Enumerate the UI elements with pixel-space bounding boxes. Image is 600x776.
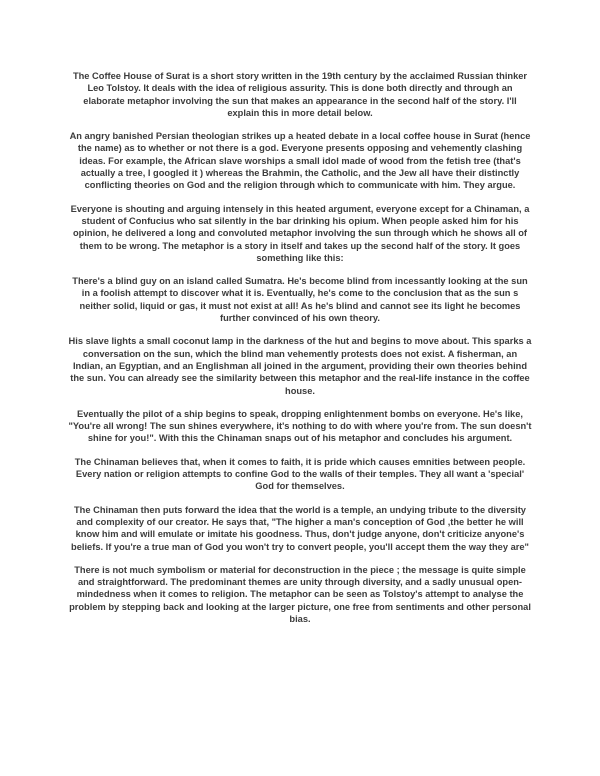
paragraph-intro: The Coffee House of Surat is a short story written in the 19th century by the acclaimed Russian thinker Leo Tolstoy. It deals with the idea of religious assurity. This is done both directly and through an elaborate metaphor involving the sun that makes an appearance in the second half of the story. I'll explain this in more detail below. [72,71,528,118]
paragraph-blind-man: There's a blind guy on an island called Sumatra. He's become blind from incessantly looking at the sun in a foolish attempt to discover what it is. Eventually, he's come to the conclusion that as the sun s neither solid, liquid or gas, it must not exist at all! As he's blind and cannot see its light he becomes further convinced of his own theory. [72,276,528,324]
paragraph-world-temple: The Chinaman then puts forward the idea that the world is a temple, an undying tribute to the diversity and complexity of our creator. He says that, "The higher a man's conception of God ,the better he will know him and will emulate or imitate his goodness. Thus, don't judge anyone, don't criticize anyone's beliefs. If you're a true man of God you won't try to convert people, you'll accept them the way they are" [71,504,529,552]
paragraph-pride: The Chinaman believes that, when it comes to faith, it is pride which causes emnities between people. Every nation or religion attempts to confine God to the walls of their temples. They all want a 'special' God for themselves. [74,456,526,492]
paragraph-chinaman: Everyone is shouting and arguing intensely in this heated argument, everyone except for a Chinaman, a student of Confucius who sat silently in the bar drinking his opium. When people asked him for his opinion, he delivered a long and convoluted metaphor involving the sun through which he shows all of them to be wrong. The metaphor is a story in itself and takes up the second half of the story. It goes something like this: [70,203,530,263]
paragraph-persian-theologian: An angry banished Persian theologian strikes up a heated debate in a local coffee house in Surat (hence the name) as to whether or not there is a god. Everyone presents opposing and vehemently clashing ideas. For example, the African slave worships a small idol made of wood from the fetish tree (that's actually a tree, I googled it ) whereas the Brahmin, the Catholic, and the Jew all have their distinctly conflicting theories on God and the religion through which to communicate with him. They argue. [69,131,531,191]
paragraph-conclusion: There is not much symbolism or material for deconstruction in the piece ; the message is quite simple and straightforward. The predominant themes are unity through diversity, and a sadly unusual open-mindedness when it comes to religion. The metaphor can be seen as Tolstoy's attempt to analyse the problem by stepping back and looking at the larger picture, one free from sentiments and other personal bias. [69,564,531,624]
document-body [68,70,532,636]
paragraph-slave-lamp: His slave lights a small coconut lamp in the darkness of the hut and begins to move about. This sparks a conversation on the sun, which the blind man vehemently protests does not exist. A fisherman, an Indian, an Egyptian, and an Englishman all joined in the argument, providing their own theories behind the sun. You can already see the similarity between this metaphor and the real-life instance in the coffee house. [68,336,532,396]
paragraph-ship-pilot: Eventually the pilot of a ship begins to speak, dropping enlightenment bombs on everyone. He's like, "You're all wrong! The sun shines everywhere, it's nothing to do with where you're from. The sun doesn't shine for you!". With this the Chinaman snaps out of his metaphor and concludes his argument. [68,408,532,444]
